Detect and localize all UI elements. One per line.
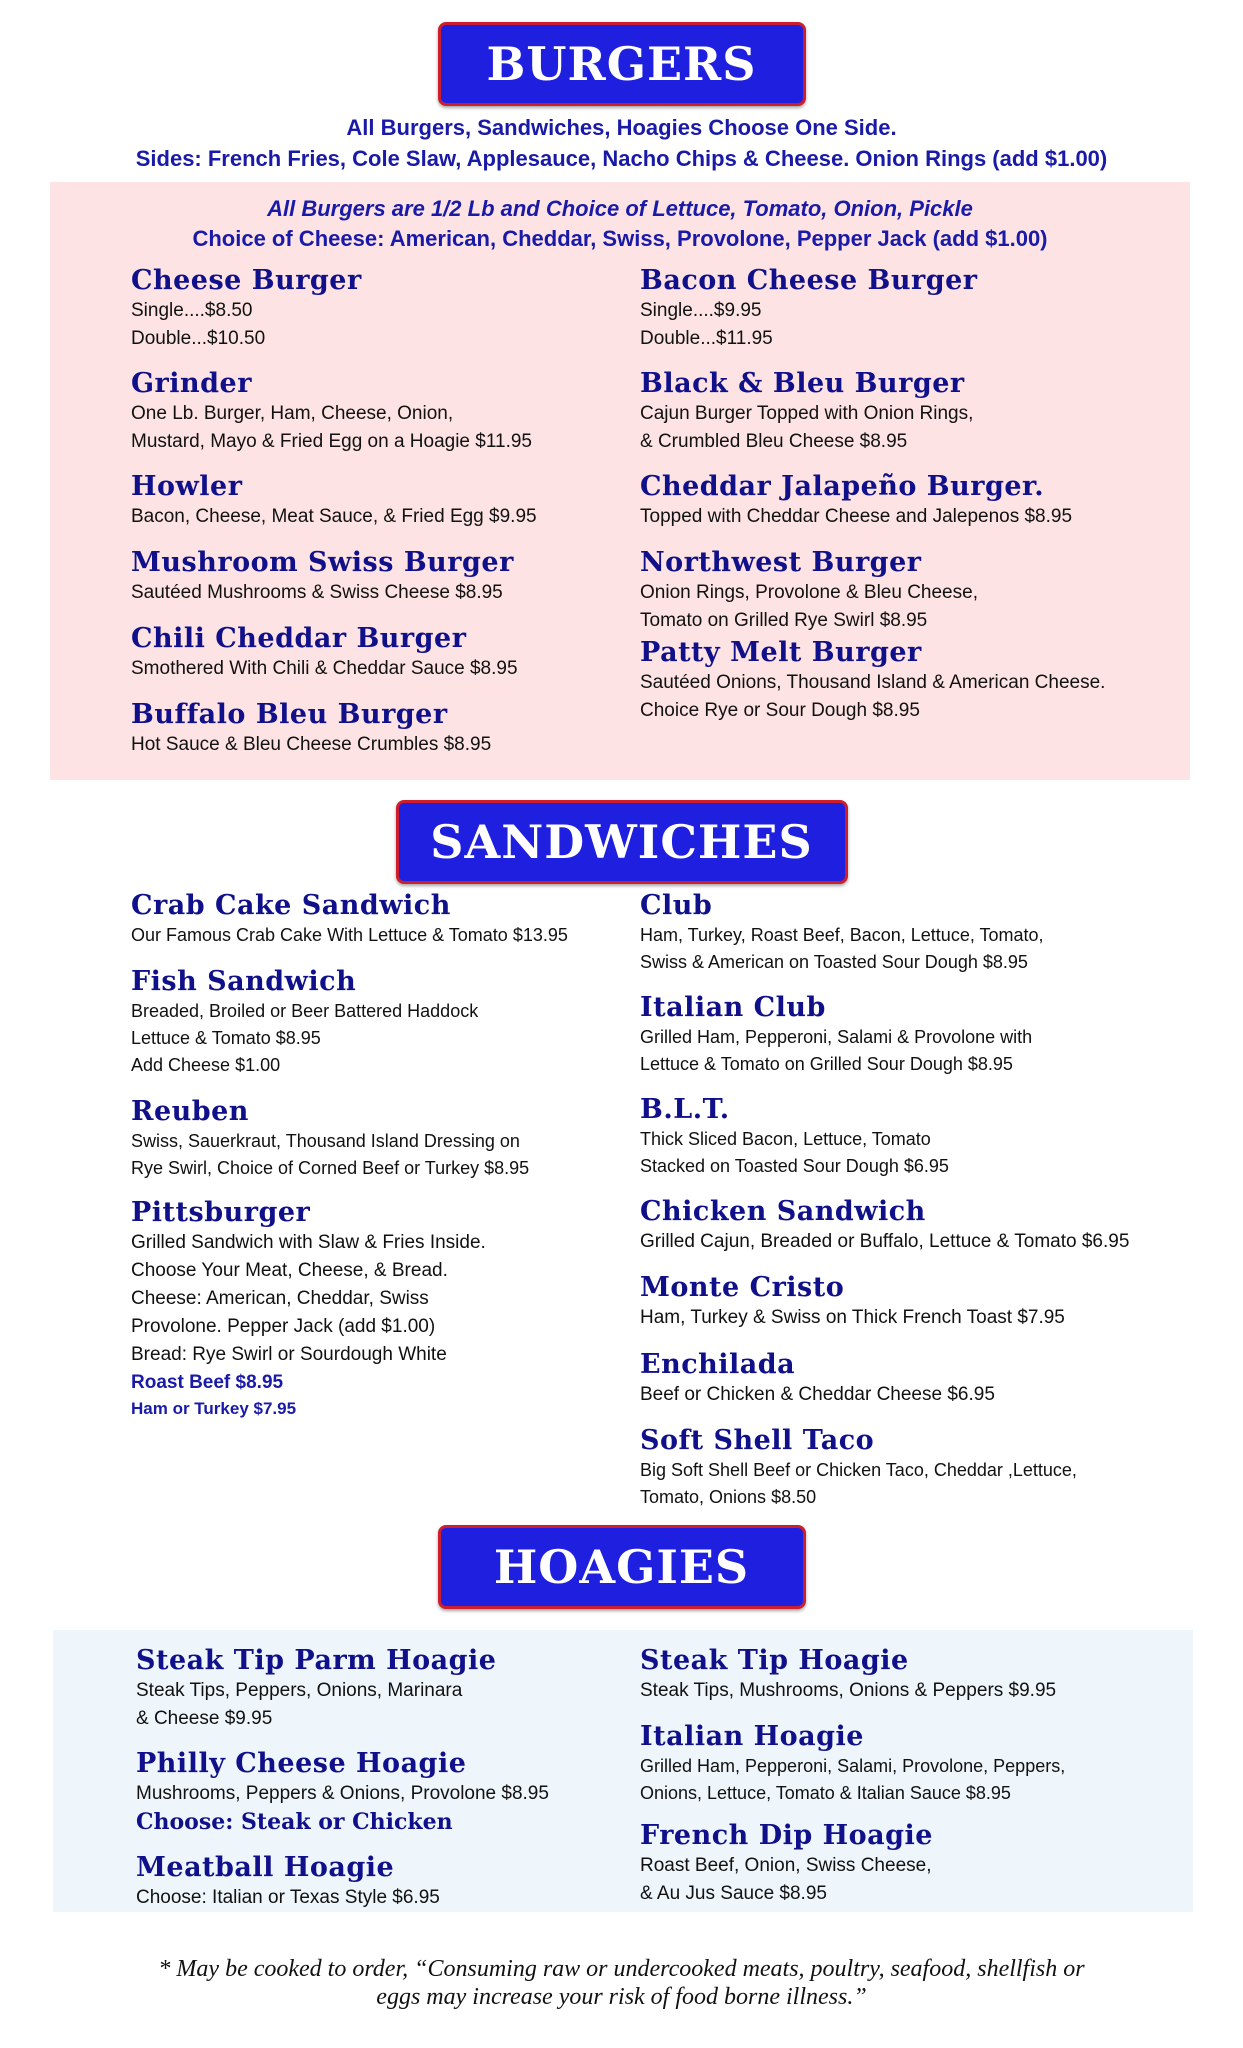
burger-cheese-note: Choice of Cheese: American, Cheddar, Swiss, Provolone, Pepper Jack (add $1.00) bbox=[192, 226, 1048, 251]
item-title: Buffalo Bleu Burger bbox=[131, 699, 448, 730]
item-title: Reuben bbox=[131, 1096, 249, 1127]
item-title: Pittsburger bbox=[131, 1197, 311, 1228]
menu-item-howler bbox=[131, 471, 691, 531]
menu-item-grinder bbox=[131, 368, 691, 456]
item-title: Howler bbox=[131, 471, 243, 502]
item-desc: Grilled Ham, Pepperoni, Salami & Provolone with Lettuce & Tomato on Grilled Sour Dough $8.95 bbox=[640, 1027, 1033, 1074]
sides-intro-line: All Burgers, Sandwiches, Hoagies Choose One Side. bbox=[346, 115, 897, 140]
sides-list-line: Sides: French Fries, Cole Slaw, Applesauce, Nacho Chips & Cheese. Onion Rings (add $1.00) bbox=[135, 146, 1108, 171]
item-desc: Cajun Burger Topped with Onion Rings, & Crumbled Bleu Cheese $8.95 bbox=[640, 403, 974, 452]
item-desc: Choose: Italian or Texas Style $6.95 bbox=[136, 1887, 440, 1908]
burgers-heading: BURGERS bbox=[438, 22, 806, 106]
item-title: Cheese Burger bbox=[131, 265, 362, 296]
item-price-roast-beef: Roast Beef $8.95 bbox=[131, 1372, 284, 1393]
food-safety-disclaimer bbox=[0, 1955, 1243, 2011]
menu-item-steak-tip-parm bbox=[136, 1645, 696, 1733]
menu-item-bacon-cheese-burger bbox=[640, 265, 1200, 353]
menu-item-patty-melt bbox=[640, 637, 1200, 725]
menu-item-chili-cheddar bbox=[131, 623, 691, 683]
menu-item-reuben bbox=[131, 1096, 691, 1182]
item-title: French Dip Hoagie bbox=[640, 1820, 933, 1851]
item-desc: One Lb. Burger, Ham, Cheese, Onion, Mustard, Mayo & Fried Egg on a Hoagie $11.95 bbox=[131, 403, 532, 452]
menu-item-soft-shell-taco bbox=[640, 1425, 1200, 1511]
item-title: Crab Cake Sandwich bbox=[131, 890, 451, 921]
item-desc: Sautéed Onions, Thousand Island & American Cheese. Choice Rye or Sour Dough $8.95 bbox=[640, 672, 1106, 721]
menu-item-pittsburger bbox=[131, 1197, 691, 1421]
burger-size-note: All Burgers are 1/2 Lb and Choice of Lettuce, Tomato, Onion, Pickle bbox=[267, 196, 973, 221]
menu-item-club bbox=[640, 890, 1200, 976]
item-title: Steak Tip Parm Hoagie bbox=[136, 1645, 497, 1676]
item-desc: Smothered With Chili & Cheddar Sauce $8.95 bbox=[131, 658, 518, 679]
menu-item-mushroom-swiss bbox=[131, 547, 691, 607]
menu-item-buffalo-bleu bbox=[131, 699, 691, 759]
sandwiches-heading: SANDWICHES bbox=[396, 800, 848, 884]
item-title: Club bbox=[640, 890, 713, 921]
item-title: Meatball Hoagie bbox=[136, 1852, 395, 1883]
item-title: Bacon Cheese Burger bbox=[640, 265, 978, 296]
item-desc: Swiss, Sauerkraut, Thousand Island Dressing on Rye Swirl, Choice of Corned Beef or Turkey $8.95 bbox=[131, 1131, 530, 1178]
menu-item-philly-cheese bbox=[136, 1748, 696, 1836]
item-desc: Single....$8.50 Double...$10.50 bbox=[131, 300, 266, 349]
item-desc: Sautéed Mushrooms & Swiss Cheese $8.95 bbox=[131, 582, 503, 603]
item-title: Northwest Burger bbox=[640, 547, 922, 578]
item-desc: Our Famous Crab Cake With Lettuce & Tomato $13.95 bbox=[131, 925, 568, 945]
item-title: Steak Tip Hoagie bbox=[640, 1645, 909, 1676]
item-desc: Bacon, Cheese, Meat Sauce, & Fried Egg $9.95 bbox=[131, 506, 537, 527]
menu-item-steak-tip bbox=[640, 1645, 1200, 1705]
item-desc: Breaded, Broiled or Beer Battered Haddock Lettuce & Tomato $8.95 Add Cheese $1.00 bbox=[131, 1001, 479, 1075]
item-title: B.L.T. bbox=[640, 1094, 730, 1125]
item-desc: Ham, Turkey & Swiss on Thick French Toast $7.95 bbox=[640, 1307, 1065, 1328]
item-desc: Thick Sliced Bacon, Lettuce, Tomato Stacked on Toasted Sour Dough $6.95 bbox=[640, 1129, 949, 1176]
menu-item-northwest bbox=[640, 547, 1200, 635]
item-title: Black & Bleu Burger bbox=[640, 368, 965, 399]
menu-item-enchilada bbox=[640, 1349, 1200, 1409]
item-title: Enchilada bbox=[640, 1349, 796, 1380]
item-choice-note: Choose: Steak or Chicken bbox=[136, 1809, 453, 1835]
item-desc: Hot Sauce & Bleu Cheese Crumbles $8.95 bbox=[131, 734, 492, 755]
item-desc: Ham, Turkey, Roast Beef, Bacon, Lettuce, Tomato, Swiss & American on Toasted Sour Dough $8.95 bbox=[640, 925, 1044, 972]
menu-item-chicken-sandwich bbox=[640, 1196, 1220, 1256]
menu-item-italian-club bbox=[640, 992, 1200, 1078]
item-title: Monte Cristo bbox=[640, 1272, 845, 1303]
item-title: Italian Club bbox=[640, 992, 826, 1023]
menu-item-meatball bbox=[136, 1852, 696, 1912]
disclaimer-line-2: eggs may increase your risk of food borne illness.” bbox=[376, 1984, 867, 2010]
item-desc: Roast Beef, Onion, Swiss Cheese, & Au Jus Sauce $8.95 bbox=[640, 1855, 932, 1904]
disclaimer-line-1: * May be cooked to order, “Consuming raw or undercooked meats, poultry, seafood, shellfish or bbox=[158, 1956, 1085, 1982]
item-desc: Grilled Sandwich with Slaw & Fries Inside. Choose Your Meat, Cheese, & Bread. Cheese: American, Cheddar, Swiss Provolone. Pepper Jack (add $1.00) Bread: Rye Swirl or Sourdough White bbox=[131, 1232, 486, 1365]
item-desc: Beef or Chicken & Cheddar Cheese $6.95 bbox=[640, 1384, 995, 1405]
item-title: Chicken Sandwich bbox=[640, 1196, 926, 1227]
item-title: Italian Hoagie bbox=[640, 1721, 864, 1752]
menu-item-italian-hoagie bbox=[640, 1721, 1200, 1807]
menu-item-cheddar-jalapeno bbox=[640, 471, 1200, 531]
item-title: Soft Shell Taco bbox=[640, 1425, 875, 1456]
item-desc: Onion Rings, Provolone & Bleu Cheese, Tomato on Grilled Rye Swirl $8.95 bbox=[640, 582, 978, 631]
menu-item-monte-cristo bbox=[640, 1272, 1200, 1332]
item-title: Philly Cheese Hoagie bbox=[136, 1748, 467, 1779]
menu-item-french-dip bbox=[640, 1820, 1200, 1908]
item-desc: Topped with Cheddar Cheese and Jalepenos $8.95 bbox=[640, 506, 1073, 527]
item-desc: Mushrooms, Peppers & Onions, Provolone $8.95 bbox=[136, 1783, 549, 1804]
menu-item-cheese-burger bbox=[131, 265, 691, 353]
item-title: Cheddar Jalapeño Burger. bbox=[640, 471, 1045, 502]
menu-item-fish-sandwich bbox=[131, 966, 691, 1079]
item-desc: Steak Tips, Mushrooms, Onions & Peppers $9.95 bbox=[640, 1680, 1057, 1701]
item-desc: Grilled Ham, Pepperoni, Salami, Provolone, Peppers, Onions, Lettuce, Tomato & Italian Sauce $8.95 bbox=[640, 1756, 1066, 1803]
menu-item-blt bbox=[640, 1094, 1200, 1180]
item-title: Chili Cheddar Burger bbox=[131, 623, 467, 654]
item-title: Grinder bbox=[131, 368, 252, 399]
hoagies-heading: HOAGIES bbox=[438, 1525, 806, 1609]
item-desc: Single....$9.95 Double...$11.95 bbox=[640, 300, 773, 349]
menu-item-black-bleu bbox=[640, 368, 1200, 456]
item-title: Patty Melt Burger bbox=[640, 637, 922, 668]
item-desc: Steak Tips, Peppers, Onions, Marinara & Cheese $9.95 bbox=[136, 1680, 463, 1729]
menu-item-crab-cake bbox=[131, 890, 691, 949]
item-price-ham-turkey: Ham or Turkey $7.95 bbox=[131, 1399, 297, 1418]
item-title: Mushroom Swiss Burger bbox=[131, 547, 514, 578]
item-title: Fish Sandwich bbox=[131, 966, 357, 997]
item-desc: Big Soft Shell Beef or Chicken Taco, Cheddar ,Lettuce, Tomato, Onions $8.50 bbox=[640, 1460, 1077, 1507]
item-desc: Grilled Cajun, Breaded or Buffalo, Lettuce & Tomato $6.95 bbox=[640, 1231, 1130, 1252]
